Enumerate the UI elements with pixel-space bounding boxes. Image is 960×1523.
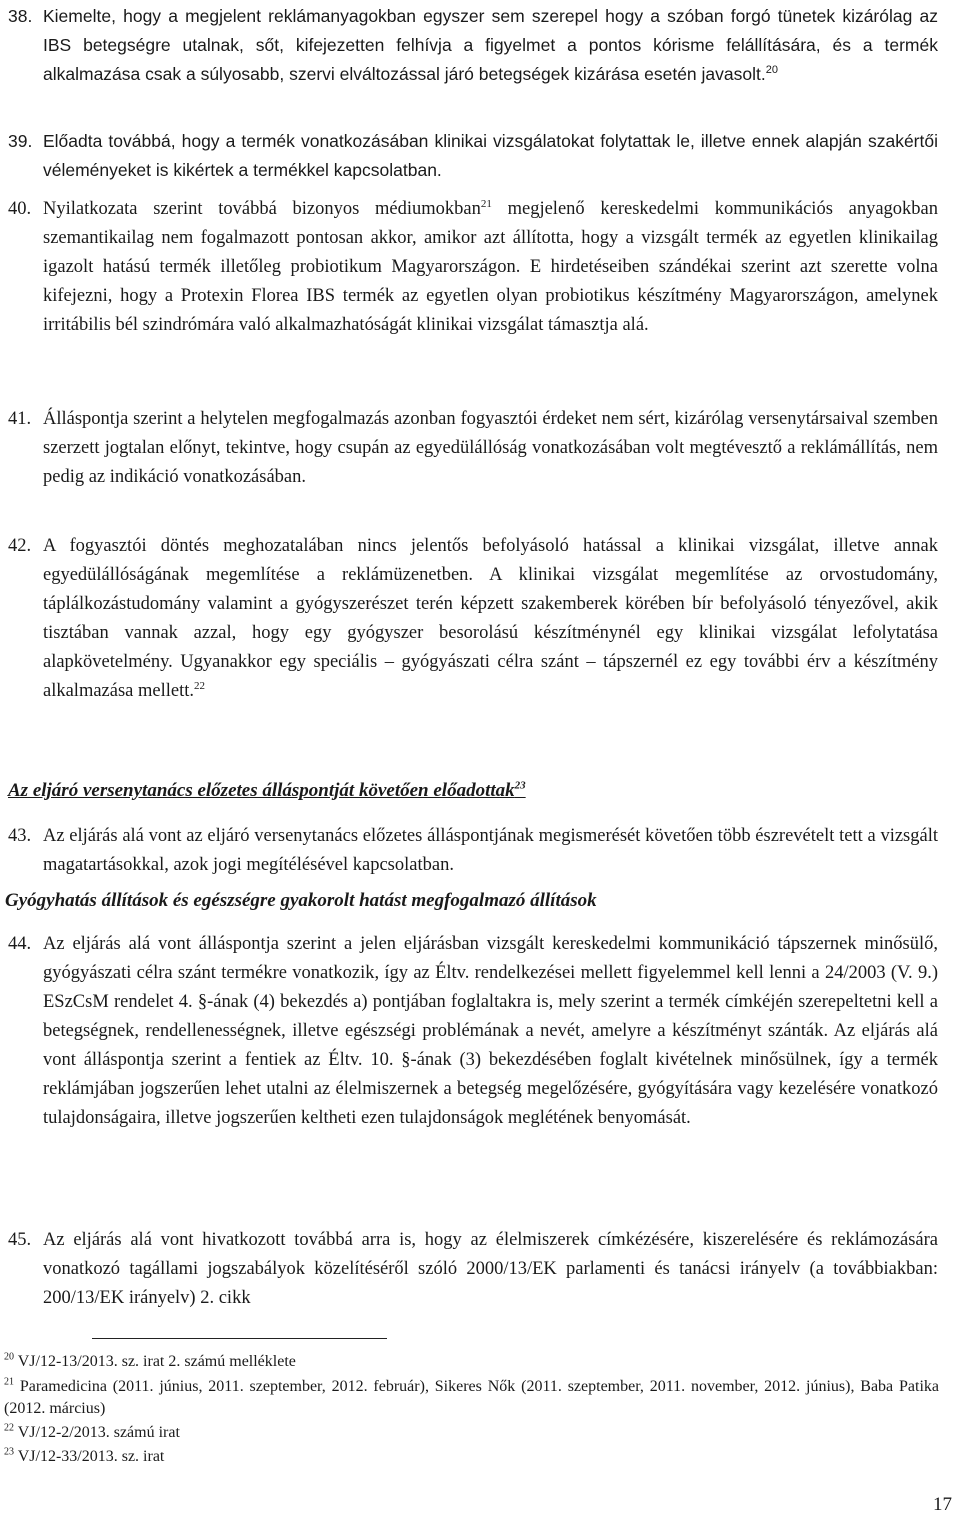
section-heading: Az eljáró versenytanács előzetes álláspontját követően előadottak$^{23}$ (8, 779, 526, 801)
paragraph-number: 39. (8, 131, 33, 151)
paragraph-number: 44. (8, 934, 32, 954)
paragraph-number: 42. (8, 536, 32, 556)
paragraph-number: 45. (8, 1230, 32, 1250)
footnote-divider (92, 1338, 387, 1339)
footnote-ref: 20 (765, 64, 778, 77)
footnote-mark: 21 (4, 1376, 14, 1388)
footnote-23 (4, 1446, 939, 1468)
footnote-ref: 23 (514, 779, 526, 792)
paragraph-text: Az eljárás alá vont álláspontja szerint a jelen eljárásban vizsgált kereskedelmi kommunikáció tápszernek minősülő, gyógyászati célra szánt termékre vonatkozik, így az Éltv. rendelkezései mellett figyelemmel kell lenni a 24/2003 (V. 9.) ESzCsM rendelet 4. §-ának (4) bekezdés a) pontjában foglaltakra is, mely szerint a termék címkéjén szerepeltetni kell a betegségnek, rendellenességnek, illetve egészségi problémának a nevét, amelyre a készítményt szánták. Az eljárás alá vont álláspontja szerint a fentiek az Éltv. 10. §-ának (3) bekezdésében foglalt kivételnek minősülnek, így a termék reklámjában jogszerűen lehet utalni az élelmiszernek a betegség megelőzésére, gyógyítására vagy kezelésére vonatkozó tulajdonságaira, illetve jogszerűen keltheti ezen tulajdonságok meglétének benyomását. (43, 934, 938, 1128)
paragraph-44 (8, 930, 938, 1133)
footnote-text: VJ/12-2/2013. számú irat (17, 1424, 180, 1441)
paragraph-number: 40. (8, 199, 32, 219)
footnote-22 (4, 1422, 939, 1444)
paragraph-38 (8, 2, 938, 89)
footnote-mark: 23 (4, 1446, 14, 1458)
footnote-text: VJ/12-33/2013. sz. irat (17, 1448, 165, 1465)
paragraph-text: Álláspontja szerint a helytelen megfogalmazás azonban fogyasztói érdeket nem sért, kizárólag versenytársaival szemben szerzett jogtalan előnyt, tekintve, hogy csupán az egyedülállóság vonatkozásában volt megtévesztő a reklámállítás, nem pedig az indikáció vonatkozásában. (43, 409, 938, 487)
paragraph-39 (8, 127, 938, 185)
footnote-21 (4, 1376, 939, 1420)
paragraph-text: Nyilatkozata szerint továbbá bizonyos médiumokban (43, 199, 481, 219)
paragraph-41 (8, 405, 938, 492)
paragraph-43 (8, 822, 938, 880)
paragraph-number: 43. (8, 826, 32, 846)
paragraph-number: 38. (8, 6, 33, 26)
footnote-20 (4, 1351, 939, 1373)
footnote-ref: 22 (194, 679, 206, 692)
paragraph-text: Az eljárás alá vont hivatkozott továbbá arra is, hogy az élelmiszerek címkézésére, kiszerelésére és reklámozására vonatkozó tagállami jogszabályok közelítéséről szóló 2000/13/EK parlamenti és tanácsi irányelv (a továbbiakban: 200/13/EK irányelv) 2. cikk (43, 1230, 938, 1308)
page-number: 17 (933, 1494, 952, 1515)
paragraph-text: Kiemelte, hogy a megjelent reklámanyagokban egyszer sem szerepel hogy a szóban forgó tünetek kizárólag az IBS betegségre utalnak, sőt, kifejezetten felhívja a figyelmet a pontos kórisme felállítására, és a termék alkalmazása csak a súlyosabb, szervi elváltozással járó betegségek kizárása esetén javasolt. (43, 6, 938, 84)
footnote-text: VJ/12-13/2013. sz. irat 2. számú melléklete (17, 1353, 296, 1370)
subsection-heading: Gyógyhatás állítások és egészségre gyakorolt hatást megfogalmazó állítások (5, 890, 597, 911)
paragraph-text: Az eljárás alá vont az eljáró versenytanács előzetes álláspontjának megismerését követően több észrevételt tett a vizsgált magatartásokkal, azok jogi megítélésével kapcsolatban. (43, 826, 938, 875)
paragraph-text: Előadta továbbá, hogy a termék vonatkozásában klinikai vizsgálatokat folytattak le, illetve ennek alapján szakértői véleményeket is kikértek a termékkel kapcsolatban. (43, 131, 938, 180)
paragraph-text: megjelenő kereskedelmi kommunikációs anyagokban szemantikailag nem fogalmazott pontosan akkor, amikor azt állította, hogy a vizsgált termék az egyetlen klinikailag igazolt hatású termék illetőleg probiotikum Magyarországon. E hirdetéseiben szándékai szerint azt szerette volna kifejezni, hogy a Protexin Florea IBS termék az egyetlen olyan probiotikus készítmény Magyarországon, amelynek irritábilis bél szindrómára való alkalmazhatóságát klinikai vizsgálat támasztja alá. (43, 199, 938, 335)
footnote-mark: 20 (4, 1351, 14, 1363)
footnote-mark: 22 (4, 1422, 14, 1434)
paragraph-42 (8, 532, 938, 706)
paragraph-number: 41. (8, 409, 32, 429)
footnote-text: Paramedicina (2011. június, 2011. szeptember, 2012. február), Sikeres Nők (2011. szeptember, 2011. november, 2012. június), Baba Patika (2012. március) (4, 1378, 939, 1417)
paragraph-text: A fogyasztói döntés meghozatalában nincs jelentős befolyásoló hatással a klinikai vizsgálat, illetve annak egyedülállóságának megemlítése a reklámüzenetben. A klinikai vizsgálat megemlítése az orvostudomány, táplálkozástudomány valamint a gyógyszerészet terén képzett szakemberek körében bír befolyásoló tényezővel, akik tisztában vannak azzal, hogy egy gyógyszer besorolású készítménynél egy klinikai vizsgálat lefolytatása alapkövetelmény. Ugyanakkor egy speciális – gyógyászati célra szánt – tápszernél ez egy további érv a készítmény alkalmazása mellett. (43, 536, 938, 701)
paragraph-45 (8, 1226, 938, 1313)
paragraph-40 (8, 195, 938, 340)
footnote-ref: 21 (480, 197, 492, 210)
